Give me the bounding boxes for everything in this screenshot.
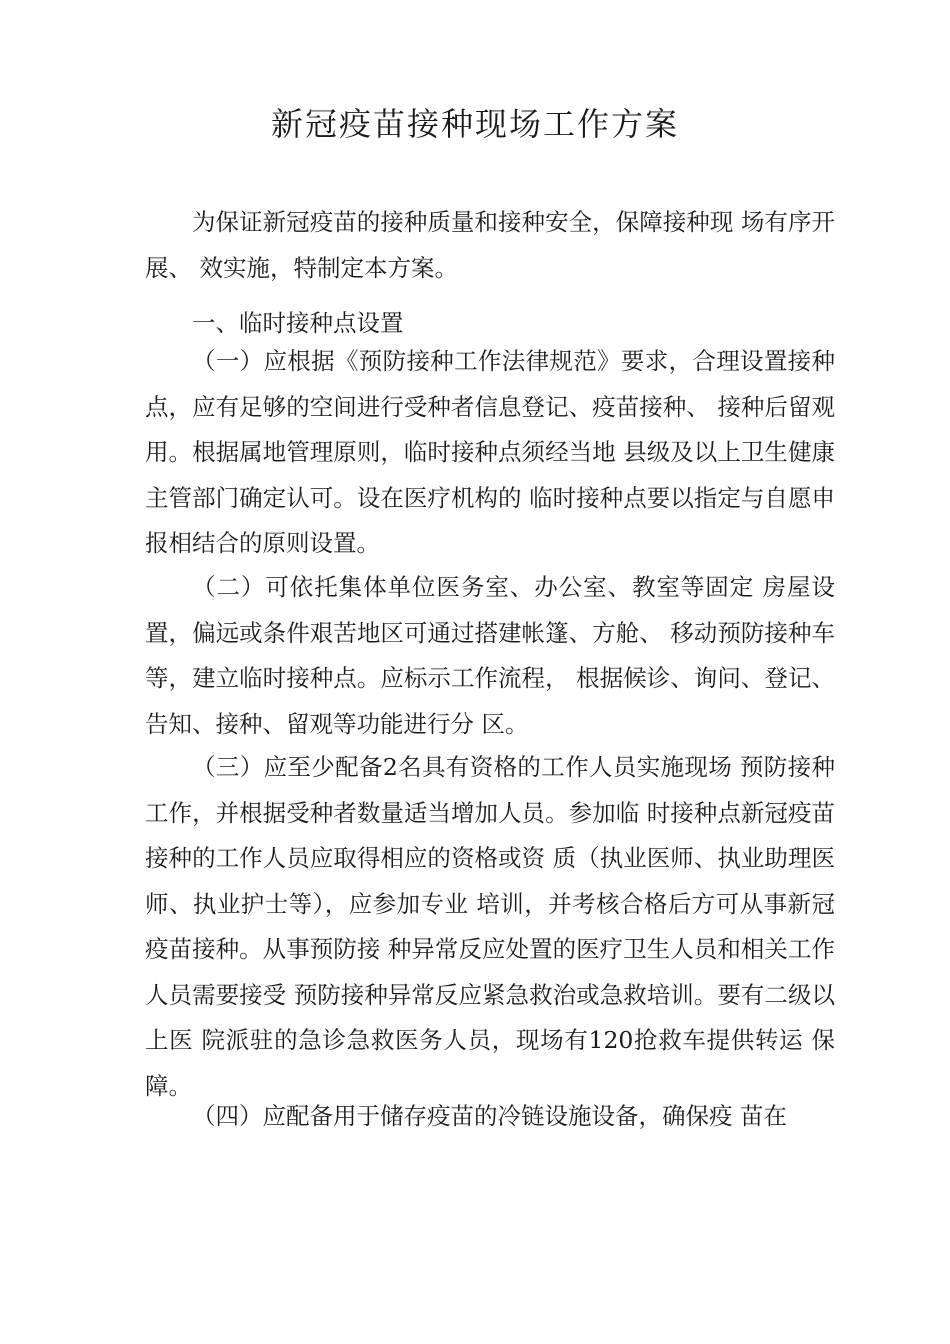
paragraph-item-2: （二）可依托集体单位医务室、办公室、教室等固定 房屋设置，偏远或条件艰苦地区可通过搭建帐篷、方舱、 移动预防接种车等，建立临时接种点。应标示工作流程， 根据候诊、询问、登记、告知、接种、留观等功能进行分 区。	[145, 573, 835, 738]
paragraph-item-1: （一）应根据《预防接种工作法律规范》要求，合理设置接种点，应有足够的空间进行受种者信息登记、疫苗接种、 接种后留观用。根据属地管理原则，临时接种点须经当地 县级及以上卫生健康主管部门确定认可。设在医疗机构的 临时接种点要以指定与自愿申报相结合的原则设置。	[145, 347, 835, 557]
section-heading-1: 一、临时接种点设置	[192, 309, 404, 337]
document-title: 新冠疫苗接种现场工作方案	[270, 105, 679, 143]
paragraph-intro: 为保证新冠疫苗的接种质量和接种安全，保障接种现 场有序开展、 效实施，特制定本方案。	[145, 208, 835, 282]
paragraph-item-4: （四）应配备用于储存疫苗的冷链设施设备，确保疫 苗在	[192, 1102, 787, 1130]
paragraph-item-3: （三）应至少配备2名具有资格的工作人员实施现场 预防接种工作，并根据受种者数量适当增加人员。参加临 时接种点新冠疫苗接种的工作人员应取得相应的资格或资 质（执业医师、执业助理医师、执业护士等），应参加专业 培训，并考核合格后方可从事新冠疫苗接种。从事预防接 种异常反应处置的医疗卫生人员和相关工作人员需要接受 预防接种异常反应紧急救治或急救培训。要有二级以上医 院派驻的急诊急救医务人员，现场有120抢救车提供转运 保障。	[145, 753, 835, 1100]
